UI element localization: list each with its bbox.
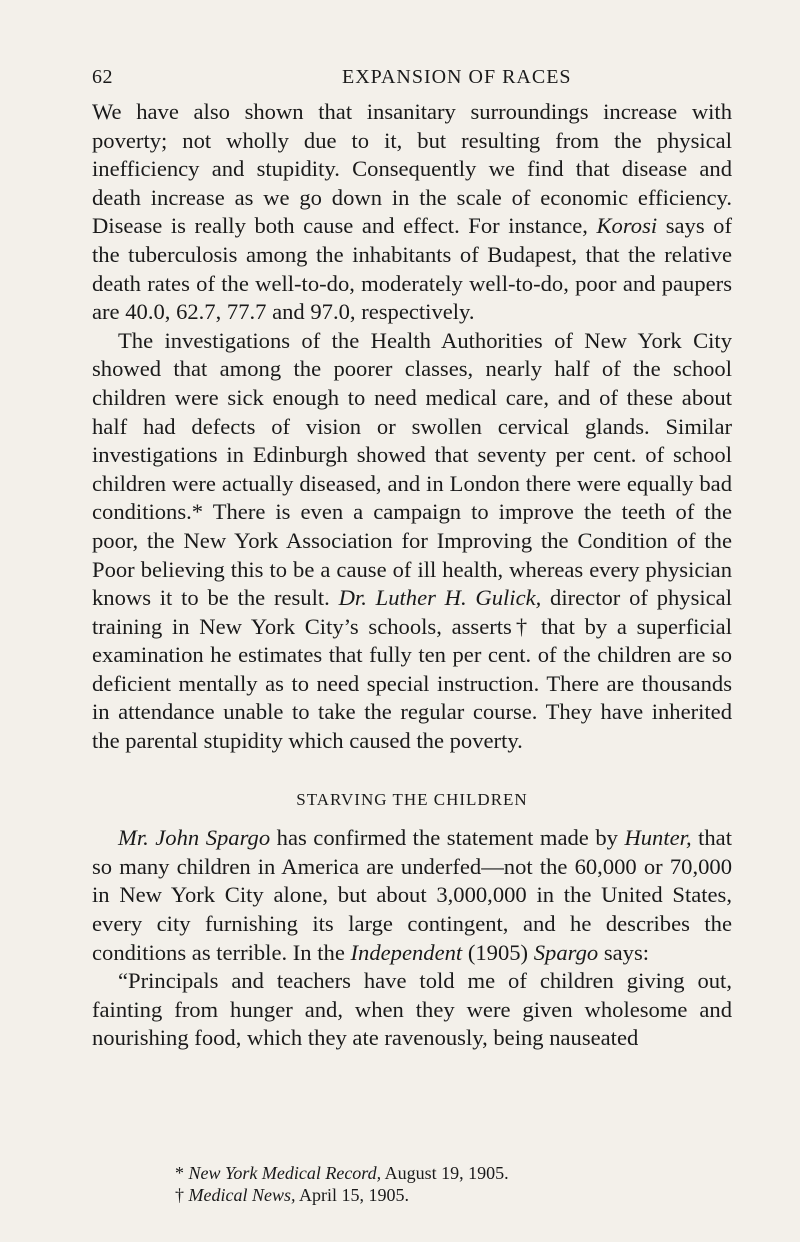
page-number: 62 — [92, 66, 113, 88]
author-name: Hunter, — [624, 825, 692, 851]
body-text — [92, 98, 732, 1053]
paragraph: Mr. John Spargo has confirmed the statement made by Hunter, that so many children in America are underfed—not the 60,000 or 70,000 in New York City alone, but about 3,000,000 in the United States, every city furnishing its large contingent, and he describes the conditions as terrible. In the Independent (1905) Spargo says: — [92, 825, 732, 965]
author-name: Mr. John Spargo — [118, 825, 271, 851]
paragraph: The investigations of the Health Authorities of New York City showed that among the poorer classes, nearly half of the school children were sick enough to need medical care, and of these about half had defects of vision or swollen cervical glands. Similar investigations in Edinburgh showed that seventy per cent. of school children were actually diseased, and in London there were equally bad conditions.* There is even a campaign to improve the teeth of the poor, the New York Association for Improving the Condition of the Poor believing this to be a cause of ill health, whereas every physician knows it to be the result. Dr. Luther H. Gulick, director of physical training in New York City’s schools, asserts† that by a superficial examination he estimates that fully ten per cent. of the children are so deficient mentally as to need special instruction. There are thousands in attendance unable to take the regular course. They have inherited the parental stupidity which caused the poverty. — [92, 327, 732, 754]
footnotes — [175, 1162, 695, 1206]
author-name: Dr. Luther H. Gulick, — [338, 585, 542, 611]
author-name: Korosi — [596, 213, 658, 239]
footnote: * New York Medical Record, August 19, 1905. — [175, 1163, 509, 1183]
section-heading: STARVING THE CHILDREN — [296, 789, 528, 809]
author-name: Spargo — [533, 939, 599, 965]
paragraph: We have also shown that insanitary surroundings increase with poverty; not wholly due to it, but resulting from the physical inefficiency and stupidity. Consequently we find that disease and death increase as we go down in the scale of economic efficiency. Disease is really both cause and effect. For instance, Korosi says of the tuberculosis among the inhabitants of Budapest, that the relative death rates of the well-to-do, moderately well-to-do, poor and paupers are 40.0, 62.7, 77.7 and 97.0, respectively. — [92, 99, 733, 325]
page-header — [92, 66, 732, 92]
publication-title: Independent — [350, 939, 463, 965]
footnote: † Medical News, April 15, 1905. — [175, 1185, 409, 1205]
running-head: EXPANSION OF RACES — [342, 66, 572, 88]
quotation-paragraph: “Principals and teachers have told me of children giving out, fainting from hunger and, when they were given wholesome and nourishing food, which they ate ravenously, being nauseated — [92, 968, 732, 1051]
